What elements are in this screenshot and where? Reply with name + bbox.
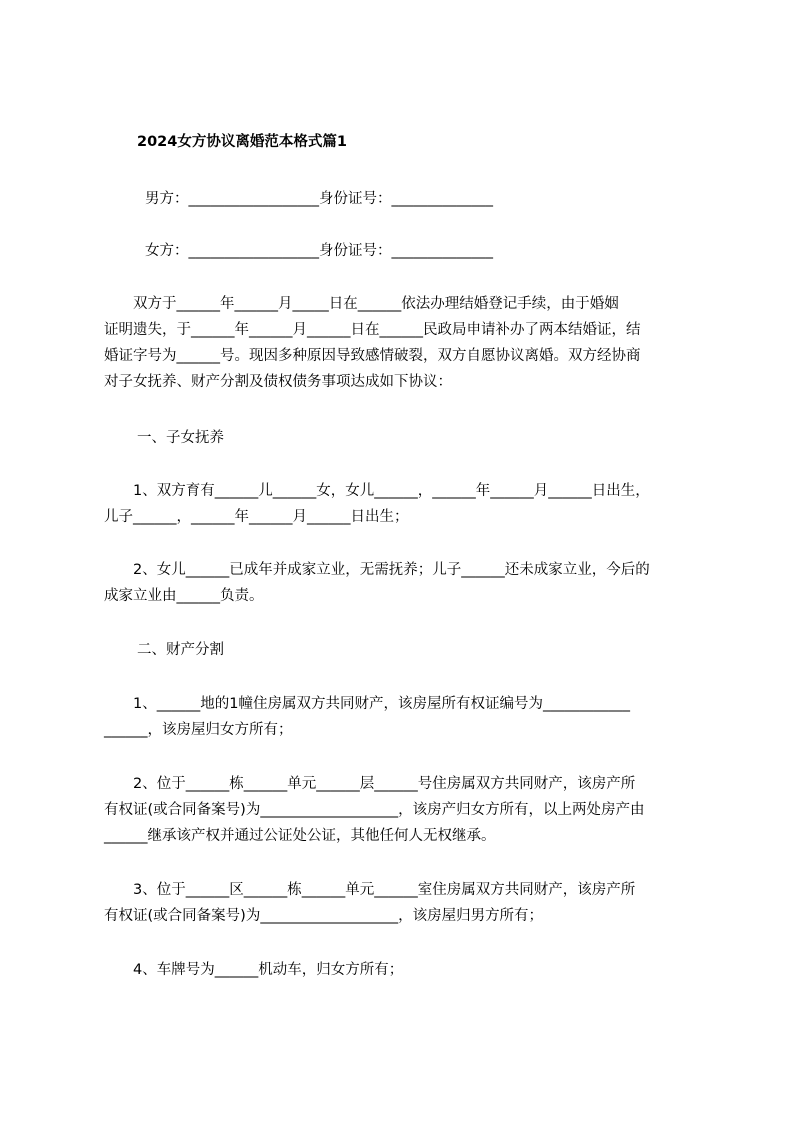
property-item-1-line-1: 1、______地的1幢住房属双方共同财产，该房屋所有权证编号为____________	[104, 696, 630, 712]
custody-item-1-line-2: 儿子______，______年______月______日出生；	[104, 509, 409, 525]
intro-line-1: 双方于______年______月_____日在______依法办理结婚登记手续，由于婚姻	[104, 296, 619, 312]
section-heading-property-division: 二、财产分割	[137, 642, 224, 658]
custody-item-2-line-2: 成家立业由______负责。	[104, 588, 264, 604]
female-party-line: 女方：__________________身份证号：______________	[145, 243, 493, 259]
property-item-3-line-2: 有权证(或合同备案号)为___________________，该房屋归男方所有；	[104, 908, 544, 924]
property-item-1-line-2: ______，该房屋归女方所有；	[104, 722, 293, 738]
property-item-2-line-1: 2、位于______栋______单元______层______号住房属双方共同财产，该房产所	[104, 776, 636, 792]
intro-line-2: 证明遗失，于______年______月______日在______民政局申请补办了两本结婚证，结	[104, 322, 641, 338]
document-title: 2024女方协议离婚范本格式篇1	[137, 134, 347, 150]
property-item-2-line-2: 有权证(或合同备案号)为___________________，该房产归女方所有，以上两处房产由	[104, 802, 645, 818]
property-item-4-line-1: 4、车牌号为______机动车，归女方所有；	[104, 962, 404, 978]
property-item-3-line-1: 3、位于______区______栋______单元______室住房属双方共同财产，该房产所	[104, 882, 636, 898]
intro-line-4: 对子女抚养、财产分割及债权债务事项达成如下协议：	[104, 374, 452, 390]
male-party-line: 男方：__________________身份证号：______________	[145, 191, 493, 207]
intro-line-3: 婚证字号为______号。现因多种原因导致感情破裂，双方自愿协议离婚。双方经协商	[104, 348, 641, 364]
section-heading-child-custody: 一、子女抚养	[137, 430, 224, 446]
property-item-2-line-3: ______继承该产权并通过公证处公证，其他任何人无权继承。	[104, 828, 496, 844]
custody-item-2-line-1: 2、女儿______已成年并成家立业，无需抚养；儿子______还未成家立业，今后的	[104, 562, 650, 578]
custody-item-1-line-1: 1、双方育有______儿______女，女儿______，______年______月______日出生，	[104, 483, 650, 499]
